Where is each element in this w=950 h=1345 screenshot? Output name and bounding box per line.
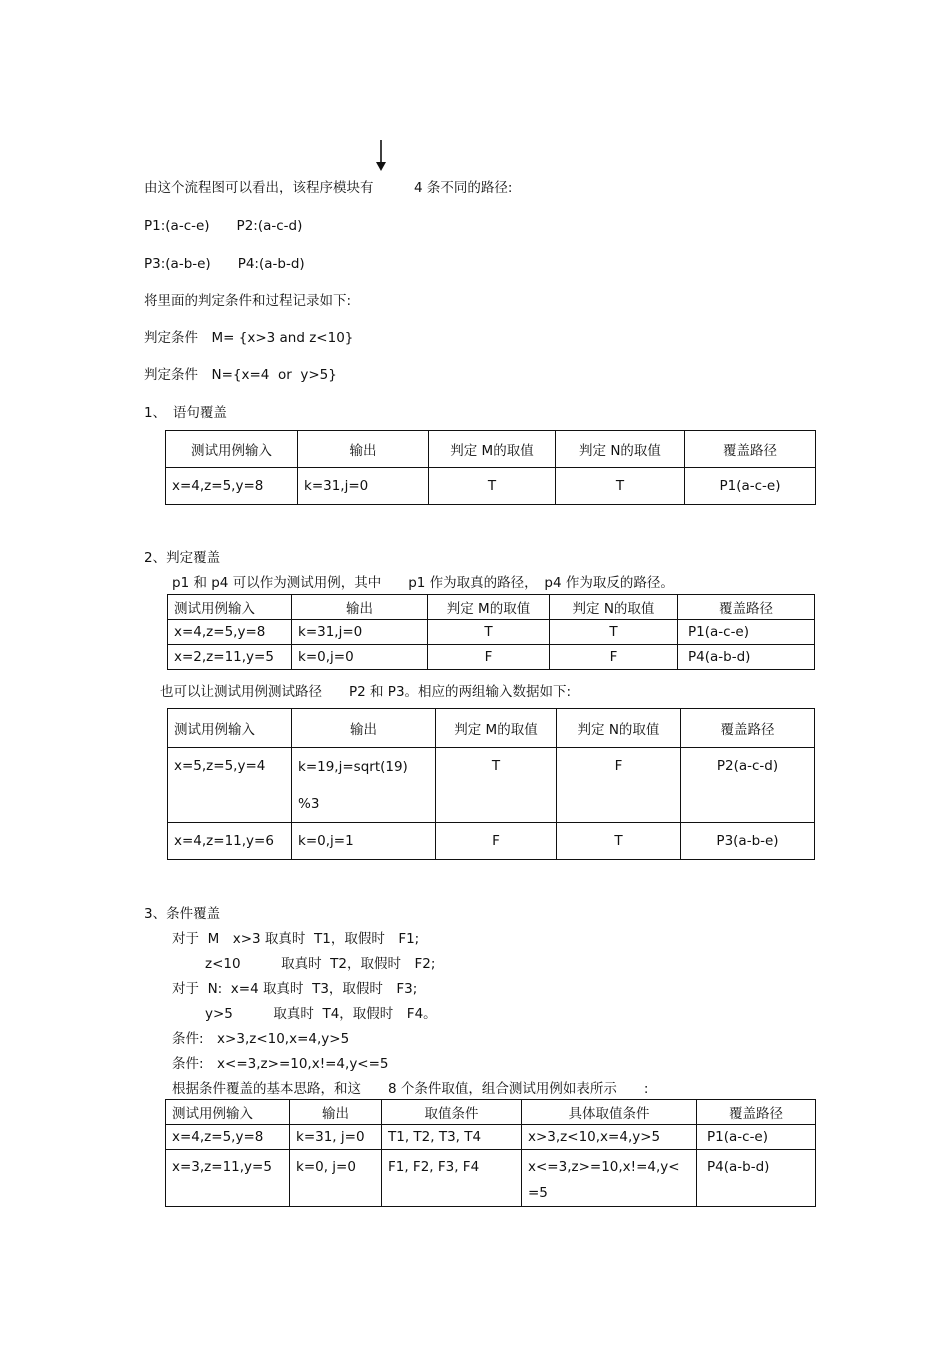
section-3-title: 3、条件覆盖 [144, 906, 221, 922]
table-cell: k=0, j=0 [290, 1150, 382, 1207]
table-cell: x=4,z=11,y=6 [168, 823, 292, 860]
table-cell: F [428, 645, 550, 670]
table-cell: P4(a-b-d) [678, 645, 815, 670]
condition-line: 条件: x<=3,z>=10,x!=4,y<=5 [172, 1056, 389, 1072]
header-cell: 覆盖路径 [685, 431, 816, 468]
table-row [168, 823, 815, 860]
condition-line: 对于 M x>3 取真时 T1，取假时 F1; [172, 931, 420, 947]
header-cell: 取值条件 [382, 1100, 522, 1125]
table-cell: k=31, j=0 [290, 1125, 382, 1150]
table-row [168, 620, 815, 645]
statement-coverage-table [165, 430, 816, 505]
table-cell: F [550, 645, 678, 670]
table-header-row [168, 709, 815, 748]
condition-line: z<10 取真时 T2，取假时 F2; [205, 956, 436, 972]
header-cell: 判定 M的取值 [436, 709, 557, 748]
header-cell: 测试用例输入 [166, 1100, 290, 1125]
table-cell: x>3,z<10,x=4,y>5 [522, 1125, 697, 1150]
down-arrow-icon [374, 140, 388, 172]
table-row [168, 645, 815, 670]
header-cell: 覆盖路径 [678, 595, 815, 620]
header-cell: 判定 N的取值 [550, 595, 678, 620]
table-cell: k=31,j=0 [298, 468, 429, 505]
table-cell: x=3,z=11,y=5 [166, 1150, 290, 1207]
section-2-title: 2、判定覆盖 [144, 550, 221, 566]
table-cell: F [557, 748, 681, 823]
table-cell: T [436, 748, 557, 823]
intro-text: 由这个流程图可以看出，该程序模块有 4 条不同的路径: [144, 180, 513, 196]
output-line-1: k=19,j=sqrt(19) [298, 759, 408, 775]
header-cell: 判定 N的取值 [557, 709, 681, 748]
header-cell: 覆盖路径 [681, 709, 815, 748]
table-header-row [166, 431, 816, 468]
table-cell: P4(a-b-d) [697, 1150, 816, 1207]
table-cell: x=2,z=11,y=5 [168, 645, 292, 670]
section-1-title: 1、 语句覆盖 [144, 405, 227, 421]
table-cell: P1(a-c-e) [678, 620, 815, 645]
table-cell: x=4,z=5,y=8 [166, 1125, 290, 1150]
table-cell: T1, T2, T3, T4 [382, 1125, 522, 1150]
header-cell: 输出 [292, 595, 428, 620]
table-cell: k=0,j=1 [292, 823, 436, 860]
table-cell: P3(a-b-e) [681, 823, 815, 860]
table-row [166, 1150, 816, 1207]
table-header-row [166, 1100, 816, 1125]
table-cell: T [428, 620, 550, 645]
table-cell: T [429, 468, 556, 505]
table-cell: k=31,j=0 [292, 620, 428, 645]
table-cell: T [556, 468, 685, 505]
section-2-desc: p1 和 p4 可以作为测试用例，其中 p1 作为取真的路径， p4 作为取反的路径。 [172, 575, 674, 591]
table-row [168, 748, 815, 823]
header-cell: 输出 [298, 431, 429, 468]
condition-n: 判定条件 N={x=4 or y>5} [144, 367, 337, 383]
section-2-desc-2: 也可以让测试用例测试路径 P2 和 P3。相应的两组输入数据如下: [160, 684, 572, 700]
table-cell: k=0,j=0 [292, 645, 428, 670]
header-cell: 测试用例输入 [166, 431, 298, 468]
condition-m: 判定条件 M= {x>3 and z<10} [144, 330, 354, 346]
header-cell: 覆盖路径 [697, 1100, 816, 1125]
table-header-row [168, 595, 815, 620]
record-intro: 将里面的判定条件和过程记录如下: [144, 293, 352, 309]
table-cell: P2(a-c-d) [681, 748, 815, 823]
table-cell: x=4,z=5,y=8 [166, 468, 298, 505]
header-cell: 测试用例输入 [168, 709, 292, 748]
condition-line: 条件: x>3,z<10,x=4,y>5 [172, 1031, 350, 1047]
table-cell: T [557, 823, 681, 860]
table-row [166, 468, 816, 505]
header-cell: 具体取值条件 [522, 1100, 697, 1125]
decision-coverage-table [167, 594, 815, 670]
header-cell: 测试用例输入 [168, 595, 292, 620]
condition-line: 根据条件覆盖的基本思路，和这 8 个条件取值，组合测试用例如表所示 : [172, 1081, 649, 1097]
table-cell: T [550, 620, 678, 645]
specific-condition-line-2: =5 [528, 1185, 548, 1201]
table-cell: x=4,z=5,y=8 [168, 620, 292, 645]
condition-line: 对于 N: x=4 取真时 T3，取假时 F3; [172, 981, 418, 997]
header-cell: 判定 M的取值 [429, 431, 556, 468]
header-cell: 输出 [290, 1100, 382, 1125]
table-cell [292, 748, 436, 823]
condition-line: y>5 取真时 T4，取假时 F4。 [205, 1006, 437, 1022]
table-cell: F1, F2, F3, F4 [382, 1150, 522, 1207]
path-coverage-table [167, 708, 815, 860]
table-cell: P1(a-c-e) [685, 468, 816, 505]
table-row [166, 1125, 816, 1150]
paths-line-1: P1:(a-c-e) P2:(a-c-d) [144, 218, 303, 234]
output-line-2: %3 [298, 796, 320, 812]
table-cell: x=5,z=5,y=4 [168, 748, 292, 823]
header-cell: 输出 [292, 709, 436, 748]
table-cell [522, 1150, 697, 1207]
table-cell: P1(a-c-e) [697, 1125, 816, 1150]
paths-line-2: P3:(a-b-e) P4:(a-b-d) [144, 256, 305, 272]
header-cell: 判定 M的取值 [428, 595, 550, 620]
header-cell: 判定 N的取值 [556, 431, 685, 468]
table-cell: F [436, 823, 557, 860]
condition-coverage-table [165, 1099, 816, 1207]
specific-condition-line-1: x<=3,z>=10,x!=4,y< [528, 1159, 680, 1175]
